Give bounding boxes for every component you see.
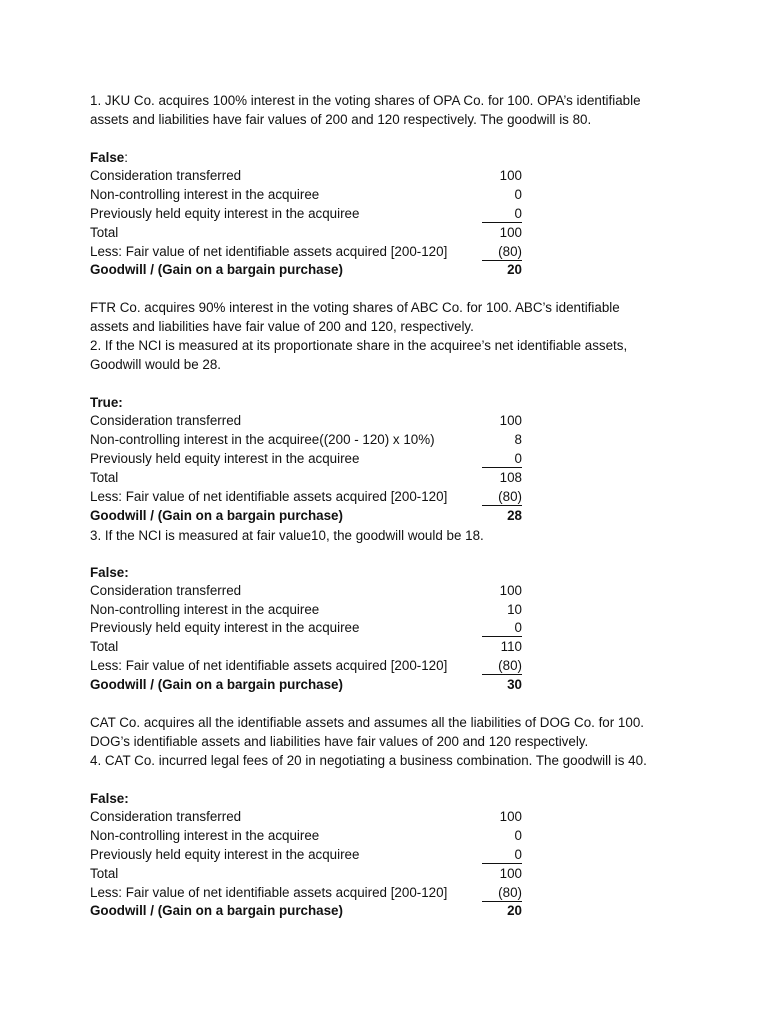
- table-row: [90, 827, 680, 846]
- table-row: [90, 186, 680, 205]
- row-amount: 0: [482, 206, 522, 223]
- row-label: Goodwill / (Gain on a bargain purchase): [90, 507, 343, 523]
- row-label: Total: [90, 639, 119, 655]
- row-label: Consideration transferred: [90, 809, 242, 825]
- row-amount: (80): [482, 244, 522, 261]
- row-amount: 100: [499, 809, 522, 825]
- table-row: [90, 243, 680, 262]
- table-row: [90, 167, 680, 186]
- question-4-text: 4. CAT Co. incurred legal fees of 20 in negotiating a business combination. The goodwill is 40.: [90, 753, 647, 769]
- row-label: Total: [90, 470, 119, 486]
- question-2-computation: [90, 412, 680, 525]
- row-label: Non-controlling interest in the acquiree: [90, 186, 320, 202]
- question-3-text: 3. If the NCI is measured at fair value10, the goodwill would be 18.: [90, 527, 484, 543]
- row-amount: 0: [514, 827, 522, 843]
- table-row: [90, 412, 680, 431]
- row-label: Previously held equity interest in the acquiree: [90, 620, 360, 636]
- row-amount: 20: [507, 903, 522, 919]
- row-label: Non-controlling interest in the acquiree: [90, 827, 320, 843]
- question-4-computation: [90, 808, 680, 921]
- cat-intro-line-1: CAT Co. acquires all the identifiable assets and assumes all the liabilities of DOG Co. for 100.: [90, 715, 644, 731]
- row-label: Non-controlling interest in the acquiree: [90, 601, 320, 617]
- document-page: [90, 91, 680, 921]
- row-label: Goodwill / (Gain on a bargain purchase): [90, 903, 343, 919]
- row-amount: 100: [499, 413, 522, 429]
- row-amount: 100: [499, 865, 522, 881]
- row-amount: (80): [482, 489, 522, 506]
- question-2-verdict: True:: [90, 395, 123, 411]
- row-label: Goodwill / (Gain on a bargain purchase): [90, 677, 343, 693]
- row-amount: 8: [514, 432, 522, 448]
- row-amount: 100: [499, 224, 522, 240]
- row-label: Non-controlling interest in the acquiree((200 - 120) x 10%): [90, 432, 435, 448]
- row-amount: 0: [482, 451, 522, 468]
- row-amount: (80): [482, 885, 522, 902]
- cat-intro-line-2: DOG’s identifiable assets and liabilities have fair values of 200 and 120 respectively.: [90, 734, 589, 750]
- row-label: Goodwill / (Gain on a bargain purchase): [90, 262, 343, 278]
- row-amount: 10: [507, 601, 522, 617]
- table-row: [90, 450, 680, 469]
- row-label: Less: Fair value of net identifiable assets acquired [200-120]: [90, 884, 448, 900]
- question-3-verdict: False:: [90, 564, 129, 580]
- question-1-text: [90, 91, 680, 129]
- row-label: Total: [90, 865, 119, 881]
- row-amount: 0: [482, 620, 522, 637]
- row-amount: 100: [499, 582, 522, 598]
- table-row-total: [90, 261, 680, 280]
- question-1-computation: [90, 167, 680, 280]
- verdict-label: False: [90, 150, 125, 165]
- ftr-intro-text: [90, 298, 680, 336]
- table-row: [90, 884, 680, 903]
- table-row: [90, 846, 680, 865]
- question-2-text: [90, 336, 680, 374]
- table-row-total: [90, 507, 680, 526]
- row-amount: 0: [514, 186, 522, 202]
- row-amount: 28: [507, 507, 522, 523]
- row-label: Total: [90, 224, 119, 240]
- table-row: [90, 469, 680, 488]
- row-amount: 110: [500, 639, 522, 655]
- row-label: Less: Fair value of net identifiable assets acquired [200-120]: [90, 488, 448, 504]
- question-1-verdict: [90, 148, 680, 167]
- row-amount: 20: [507, 262, 522, 278]
- table-row: [90, 808, 680, 827]
- question-2-line-2: Goodwill would be 28.: [90, 357, 222, 373]
- row-label: Less: Fair value of net identifiable assets acquired [200-120]: [90, 243, 448, 259]
- row-label: Previously held equity interest in the acquiree: [90, 451, 360, 467]
- question-3-computation: [90, 582, 680, 695]
- table-row: [90, 865, 680, 884]
- table-row: [90, 601, 680, 620]
- question-4-verdict: False:: [90, 791, 129, 807]
- table-row: [90, 619, 680, 638]
- row-amount: 100: [499, 168, 522, 183]
- cat-intro-text: [90, 713, 680, 751]
- row-amount: 30: [507, 677, 522, 693]
- table-row: [90, 224, 680, 243]
- verdict-colon: :: [124, 150, 128, 165]
- table-row: [90, 657, 680, 676]
- ftr-intro-line-2: assets and liabilities have fair value of 200 and 120, respectively.: [90, 319, 474, 335]
- row-label: Consideration transferred: [90, 413, 242, 429]
- table-row: [90, 638, 680, 657]
- table-row-total: [90, 676, 680, 695]
- row-amount: 108: [499, 470, 522, 486]
- table-row: [90, 582, 680, 601]
- table-row-total: [90, 902, 680, 921]
- row-label: Less: Fair value of net identifiable assets acquired [200-120]: [90, 658, 448, 674]
- ftr-intro-line-1: FTR Co. acquires 90% interest in the voting shares of ABC Co. for 100. ABC’s identifiable: [90, 300, 620, 316]
- row-label: Consideration transferred: [90, 582, 242, 598]
- table-row: [90, 431, 680, 450]
- row-label: Previously held equity interest in the acquiree: [90, 846, 360, 862]
- question-1-line-1: 1. JKU Co. acquires 100% interest in the voting shares of OPA Co. for 100. OPA’s identifiable: [90, 93, 641, 108]
- table-row: [90, 488, 680, 507]
- question-1-line-2: assets and liabilities have fair values of 200 and 120 respectively. The goodwill is 80.: [90, 112, 592, 127]
- row-label: Consideration transferred: [90, 168, 242, 183]
- question-2-line-1: 2. If the NCI is measured at its proportionate share in the acquiree’s net identifiable assets,: [90, 338, 628, 354]
- row-amount: (80): [482, 658, 522, 675]
- row-amount: 0: [482, 847, 522, 864]
- row-label: Previously held equity interest in the acquiree: [90, 205, 360, 221]
- table-row: [90, 205, 680, 224]
